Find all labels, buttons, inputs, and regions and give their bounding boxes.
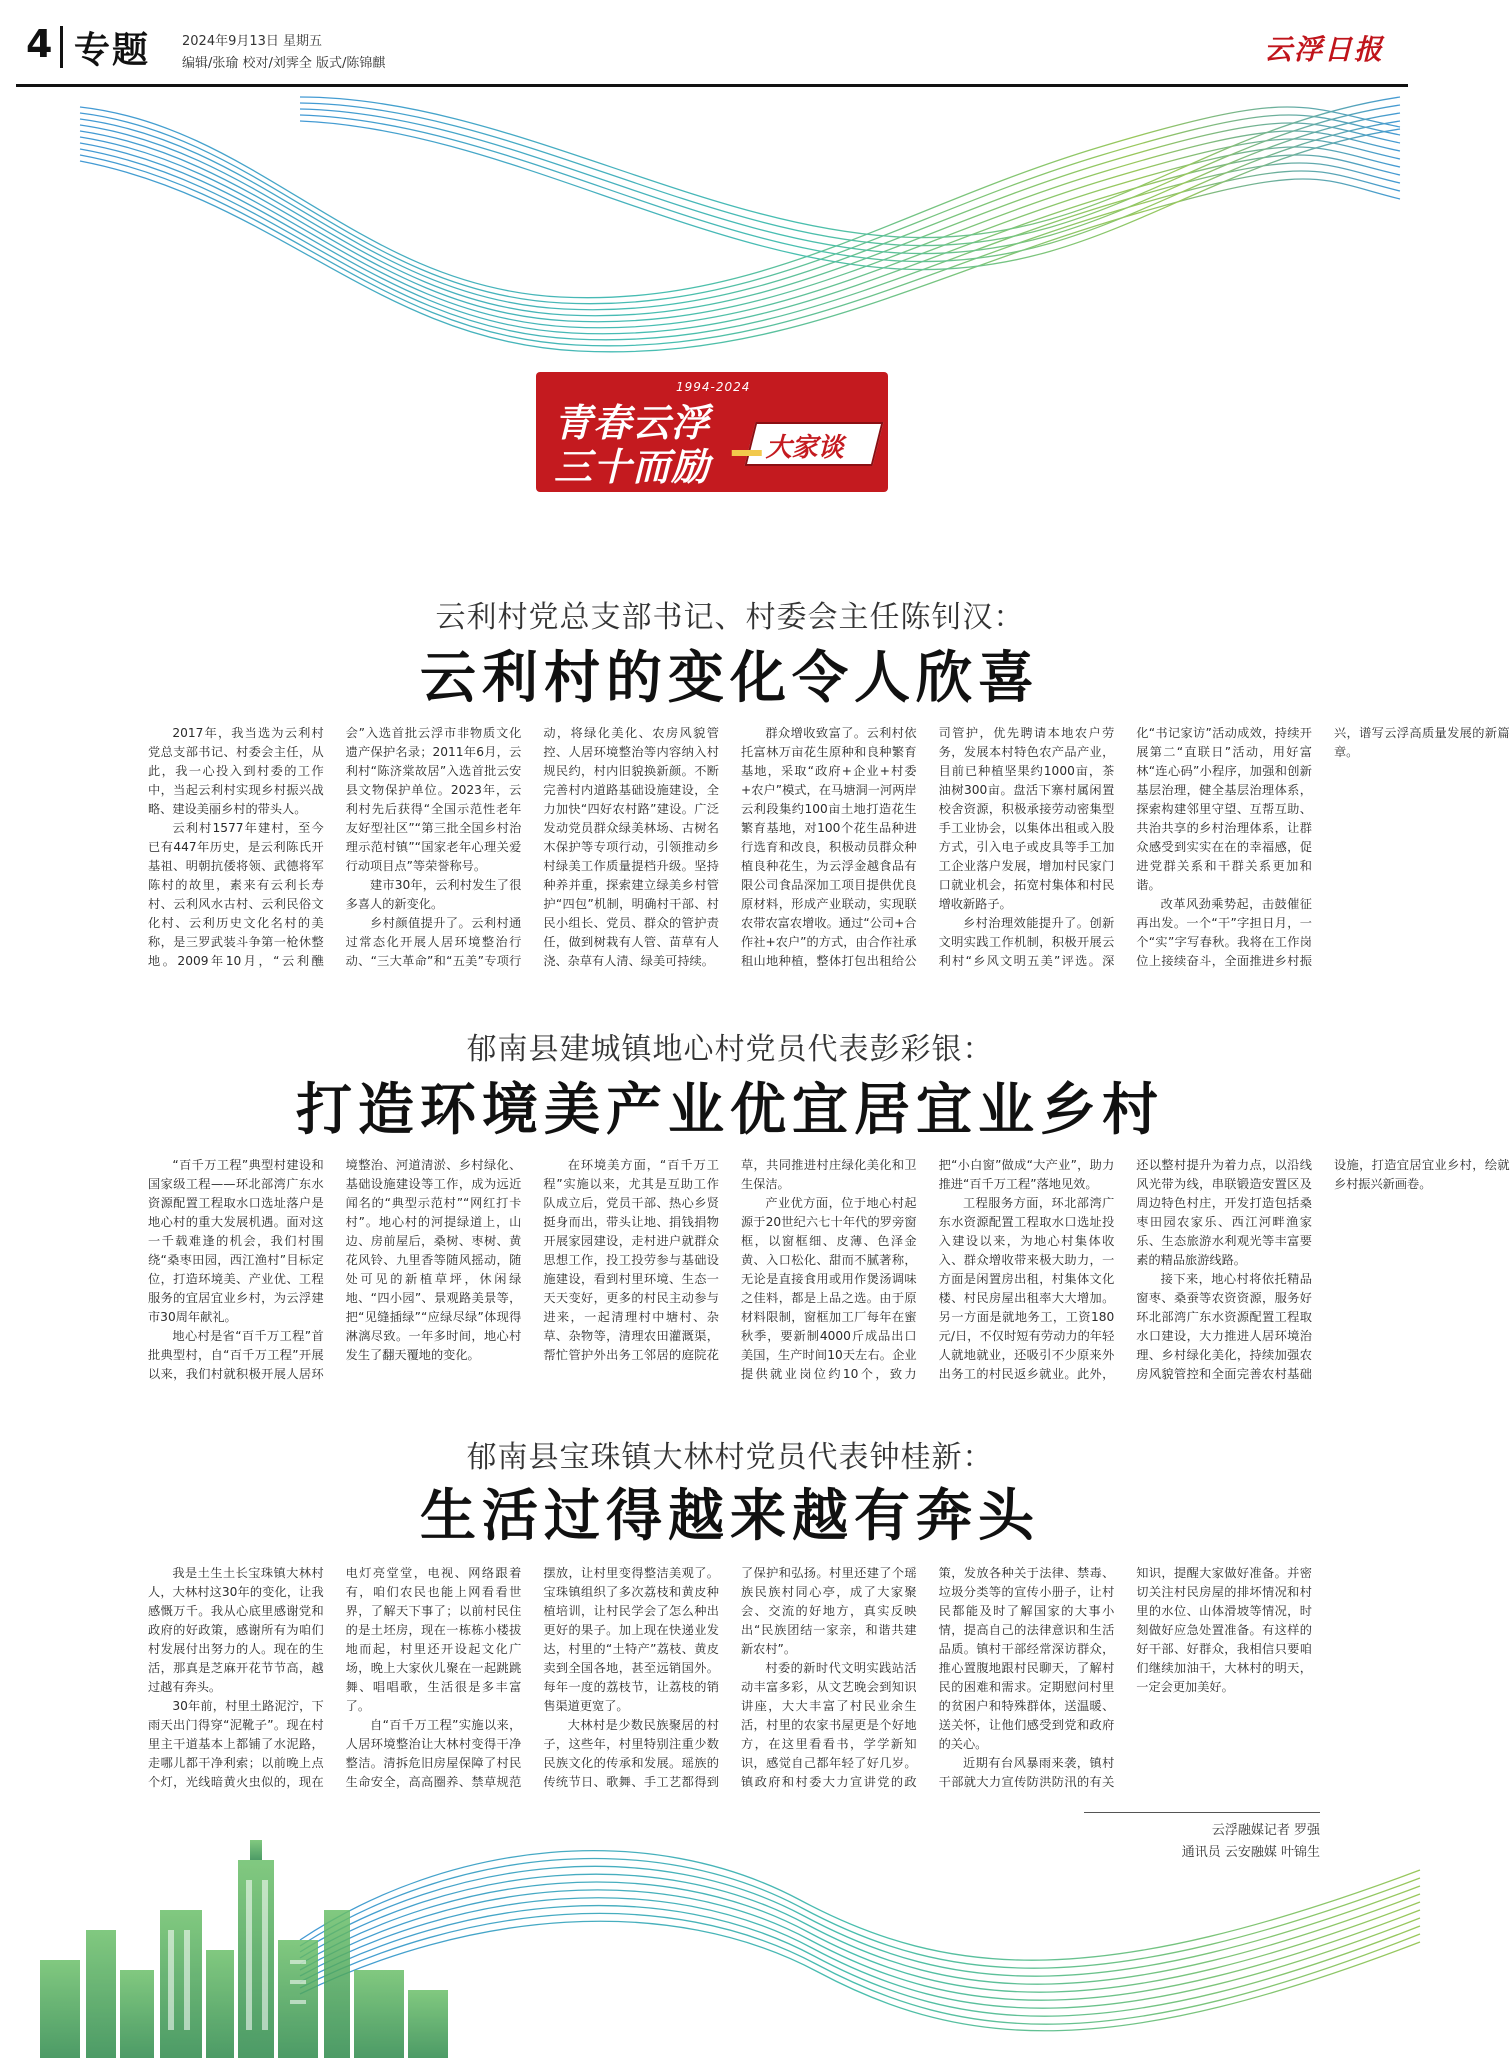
logo-years: 1994-2024 xyxy=(676,380,751,394)
top-wave-decoration xyxy=(0,87,1424,377)
logo-badge-label: 大家谈 xyxy=(765,433,844,463)
header-divider xyxy=(60,26,63,68)
article-3-kicker: 郁南县宝珠镇大林村党员代表钟桂新： xyxy=(466,1440,994,1475)
article-1-kicker: 云利村党总支部书记、村委会主任陈钊汉： xyxy=(435,600,1025,635)
article-1-paragraph: 建市30年，云利村发生了很多喜人的新变化。 xyxy=(345,878,522,911)
article-3 xyxy=(148,1432,1312,1792)
pen-icon xyxy=(732,450,762,456)
article-1-paragraph: 乡村颜值提升了。云利村通过常态化开展人居环境整治行动、“三大革命”和“五美”专项行动，将绿化美化、农房风貌管控、人居环境整治等内容纳入村规民约，村内旧貌换新颜。不断完善村内道路基础设施建设，全力加快“四好农村路”建设。广泛发动党员群众绿美林场、古树名木保护等专项行动，引领推动乡村绿美工作质量提档升级。坚持种养并重，探索建立绿美乡村管护“四包”机制，明确村干部、村民小组长、党员、群众的管护责任，做到树栽有人管、苗草有人浇、杂草有人清、绿美可持续。 xyxy=(345,726,719,968)
logo-line-1: 青春云浮 xyxy=(554,401,711,445)
issue-date: 2024年9月13日 星期五 xyxy=(182,34,323,49)
article-2 xyxy=(148,1024,1510,1414)
article-1-paragraph: 群众增收致富了。云利村依托富林万亩花生原种和良种繁育基地，采取“政府+企业+村委+农户”模式，在马塘洞一河两岸云利段集约100亩土地打造花生繁育基地，对100个花生品种进行选育和改良，积极动员群众种植良种花生，为云浮金越食品有限公司食品深加工项目提供优良原材料，形成产业联动，实现联农带农富农增收。通过“公司+合作社+农户”的方式，由合作社承租山地种植，整体打包出租给公司管护，优先聘请本地农户劳务，发展本村特色农产品产业，目前已种植坚果约1000亩，茶油树300亩。盘活下寨村属闲置校舍资源，积极承接劳动密集型手工业协会，以集体出租或入股方式，引入电子或皮具等手工加工企业落户发展，增加村民家门口就业机会，拓宽村集体和村民增收新路子。 xyxy=(740,726,1115,968)
section-title: 专题 xyxy=(74,30,151,71)
article-1-paragraph: 乡村治理效能提升了。创新文明实践工作机制，积极开展云利村“乡风文明五美”评选。深化“书记家访”活动成效，持续开展第二“直联日”活动，用好富林“连心码”小程序，加强和创新基层治理，健全基层治理体系，探索构建邻里守望、互帮互助、共治共享的乡村治理体系，让群众感受到实实在在的幸福感，促进党群关系和干群关系更加和谐。 xyxy=(938,726,1312,968)
article-3-paragraph: 自“百千万工程”实施以来，人居环境整治让大林村变得干净整洁。清拆危旧房屋保障了村民生命安全，高高圈养、禁草规范摆放，让村里变得整洁美观了。宝珠镇组织了多次荔枝和黄皮种植培训，让村民学会了怎么种出更好的果子。加上现在快递业发达，村里的“土特产”荔枝、黄皮卖到全国各地，甚至远销国外。每年一度的荔枝节，让荔枝的销售渠道更宽了。 xyxy=(345,1566,719,1789)
article-3-paragraph: 村委的新时代文明实践站活动丰富多彩，从文艺晚会到知识讲座，大大丰富了村民业余生活，村里的农家书屋更是个好地方，在这里看看书，学学新知识，感觉自己都年轻了好几岁。镇政府和村委大力宣讲党的政策，发放各种关于法律、禁毒、垃圾分类等的宣传小册子，让村民都能及时了解国家的大事小情，提高自己的法律意识和生活品质。镇村干部经常深访群众，推心置腹地跟村民聊天，了解村民的困难和需求。定期慰问村里的贫困户和特殊群体，送温暖、送关怀，让他们感受到党和政府的关心。 xyxy=(740,1566,1115,1789)
article-1-paragraph: 改革风劲乘势起，击鼓催征再出发。一个“干”字担日月，一个“实”字写春秋。我将在工作岗位上接续奋斗，全面推进乡村振兴，谱写云浮高质量发展的新篇章。 xyxy=(1136,726,1510,968)
article-2-paragraph: 在环境美方面，“百千万工程”实施以来，尤其是互助工作队成立后，党员干部、热心乡贤挺身而出，带头让地、捐钱捐物开展家园建设，走村进户就群众思想工作，投工投劳参与基础设施建设，看到村里环境、生态一天天变好，更多的村民主动参与进来，一起清理村中塘村、杂草、杂物等，清理农田灌溉渠，帮忙管护外出务工邻居的庭院花草，共同推进村庄绿化美化和卫生保洁。 xyxy=(543,1158,917,1362)
article-3-body xyxy=(148,1564,1312,1792)
article-2-paragraph: 产业优方面，位于地心村起源于20世纪六七十年代的罗旁窗框，以窗框细、皮薄、色泽金黄、入口松化、甜而不腻著称，无论是直接食用或用作煲汤调味之佳料，都是上品之选。由于原材料限制，窗框加工厂每年在蜜秋季，要新制4000斤成品出口美国，生产时间10天左右。企业提供就业岗位约10个，致力把“小白窗”做成“大产业”，助力推进“百千万工程”落地见效。 xyxy=(740,1158,1115,1381)
article-3-paragraph: 近期有台风暴雨来袭，镇村干部就大力宣传防洪防汛的有关知识，提醒大家做好准备。并密切关注村民房屋的排坏情况和村里的水位、山体滑坡等情况，时刻做好应急处置准备。有这样的好干部、好群众，我相信只要咱们继续加油干，大林村的明天，一定会更加美好。 xyxy=(938,1566,1312,1789)
article-1-paragraph: 2017年，我当选为云利村党总支部书记、村委会主任，从此，我一心投入到村委的工作中，当起云利村实现乡村振兴战略、建设美丽乡村的带头人。 xyxy=(148,726,324,816)
page-header xyxy=(0,0,1424,86)
article-2-body xyxy=(148,1156,1510,1394)
article-3-paragraph: 大林村是少数民族聚居的村子，这些年，村里特别注重少数民族文化的传承和发展。瑶族的传统节日、歌舞、手工艺都得到了保护和弘扬。村里还建了个瑶族民族村同心亭，成了大家聚会、交流的好地方，真实反映出“民族团结一家亲，和谐共建新农村”。 xyxy=(543,1566,917,1789)
article-2-paragraph: 地心村是省“百千万工程”首批典型村，自“百千万工程”开展以来，我们村就积极开展人居环境整治、河道清淤、乡村绿化、基础设施建设等工作，成为远近闻名的“典型示范村”“网红打卡村”。地心村的河提绿道上，山边、房前屋后，桑树、枣树、黄花风铃、九里香等随风摇动，随处可见的新植草坪，休闲绿地、“四小园”、景观路美景等，把“见缝插绿”“应绿尽绿”体现得淋漓尽致。一年多时间，地心村发生了翻天覆地的变化。 xyxy=(148,1158,522,1381)
byline-correspondent: 通讯员 云安融媒 叶锦生 xyxy=(1181,1845,1320,1860)
article-2-kicker: 郁南县建城镇地心村党员代表彭彩银： xyxy=(466,1032,994,1067)
article-3-headline: 生活过得越来越有奔头 xyxy=(420,1483,1040,1549)
bottom-skyline-decoration xyxy=(0,1760,1424,2058)
logo-badge xyxy=(745,422,884,466)
article-3-paragraph: 我是土生土长宝珠镇大林村人，大林村这30年的变化，让我感慨万千。我从心底里感谢党和政府的好政策，感谢所有为咱们村发展付出努力的人。现在的生活，那真是芝麻开花节节高，越过越有奔头。 xyxy=(148,1566,324,1694)
editor-credits: 编辑/张瑜 校对/刘霁全 版式/陈锦麒 xyxy=(182,56,386,71)
byline-reporter: 云浮融媒记者 罗强 xyxy=(1211,1823,1320,1838)
page-number: 4 xyxy=(26,22,53,66)
article-1 xyxy=(148,592,1510,1012)
article-2-headline: 打造环境美产业优宜居宜业乡村 xyxy=(296,1077,1164,1143)
article-3-paragraph: 30年前，村里土路泥泞，下雨天出门得穿“泥靴子”。现在村里主干道基本上都铺了水泥路，走哪儿都干净利索；以前晚上点个灯，光线暗黄火虫似的，现在电灯亮堂堂，电视、网络跟着有，咱们农民也能上网看看世界，了解天下事了；以前村民住的是土坯房，现在一栋栋小楼拔地而起，村里还开设起文化广场，晚上大家伙儿聚在一起跳跳舞、唱唱歌，生活很是多丰富了。 xyxy=(148,1566,522,1789)
logo-line-2: 三十而励 xyxy=(554,445,711,489)
column-logo xyxy=(536,372,888,492)
article-2-paragraph: 接下来，地心村将依托精品窗枣、桑蚕等农资资源，服务好环北部湾广东水资源配置工程取水口建设，大力推进人居环境治理、乡村绿化美化，持续加强农房风貌管控和全面完善农村基础设施，打造宜居宜业乡村，绘就乡村振兴新画卷。 xyxy=(1136,1158,1510,1381)
newspaper-logo: 云浮日报 xyxy=(1263,33,1384,66)
article-1-body xyxy=(148,724,1510,988)
article-1-paragraph: 云利村1577年建村，至今已有447年历史，是云利陈氏开基祖、明朝抗倭将领、武德将军陈村的故里，素来有云利长寿村、云利风水古村、云利民俗文化村、云利历史文化名村的美称，是三罗武装斗争第一枪休整地。2009年10月，“云利醮会”入选首批云浮市非物质文化遗产保护名录；2011年6月，云利村“陈济棠故居”入选首批云安县文物保护单位。2023年，云利村先后获得“全国示范性老年友好型社区”“第三批全国乡村治理示范村镇”“国家老年心理关爱行动项目点”等荣誉称号。 xyxy=(148,726,522,968)
article-2-paragraph: 工程服务方面，环北部湾广东水资源配置工程取水口选址投入建设以来，为地心村集体收入、群众增收带来极大助力，一方面是闲置房出租，村集体文化楼、村民房屋出租率大大增加。另一方面是就地务工，工资180元/日，不仅时短有劳动力的年轻人就地就业，还吸引不少原来外出务工的村民返乡就业。此外，还以整村提升为着力点，以沿线风光带为线，串联锻造安置区及周边特色村庄，开发打造包括桑枣田园农家乐、西江河畔渔家乐、生态旅游水利观光等丰富要素的精品旅游线路。 xyxy=(938,1158,1312,1381)
article-2-paragraph: “百千万工程”典型村建设和国家级工程——环北部湾广东水资源配置工程取水口选址落户是地心村的重大发展机遇。面对这一千载难逢的机会，我们村围绕“桑枣田园，西江渔村”目标定位，打造环境美、产业优、工程服务的宜居宜业乡村，为云浮建市30周年献礼。 xyxy=(148,1158,324,1324)
article-1-headline: 云利村的变化令人欣喜 xyxy=(420,645,1040,711)
